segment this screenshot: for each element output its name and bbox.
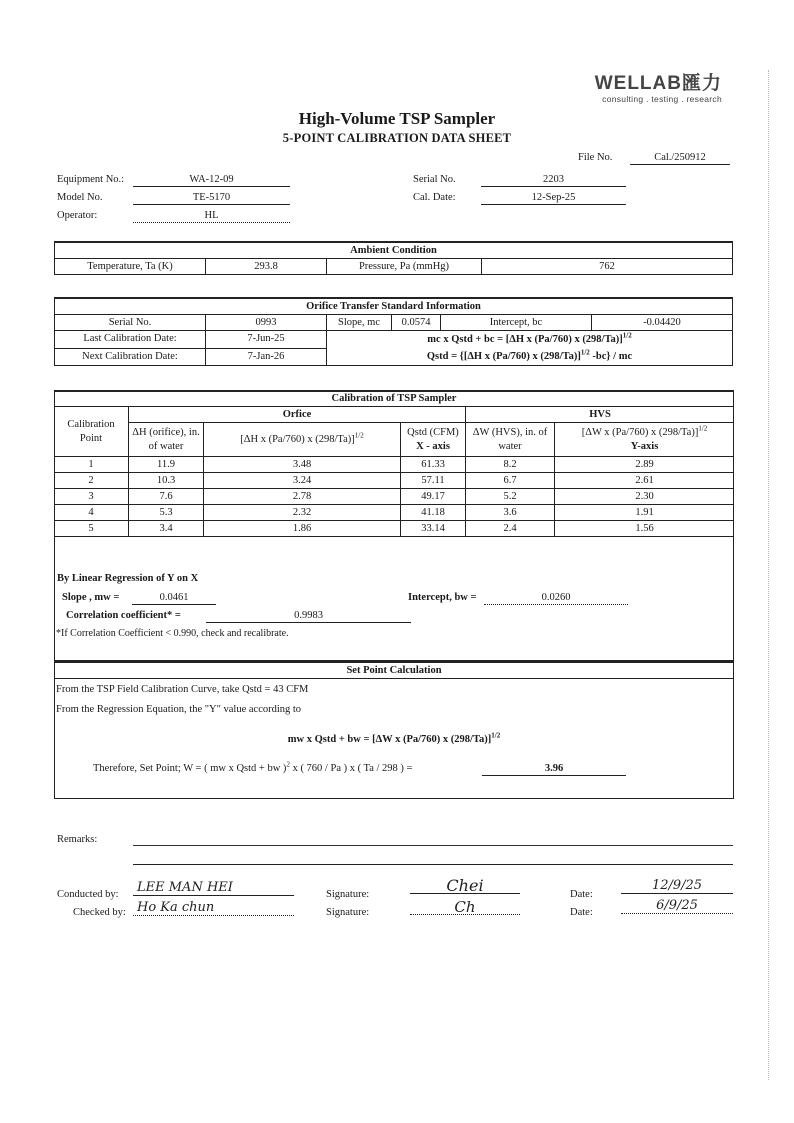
- orifice-info-table: [54, 297, 733, 366]
- serial-no-label: Serial No.: [413, 174, 456, 185]
- remarks-line-2[interactable]: [133, 864, 733, 865]
- cal-date-field[interactable]: 12-Sep-25: [481, 191, 626, 205]
- serial-no-field[interactable]: 2203: [481, 173, 626, 187]
- orifice-title: Orifice Transfer Standard Information: [55, 298, 733, 315]
- conducted-by-handwriting: LEE MAN HEI: [133, 880, 294, 896]
- conducted-by-label: Conducted by:: [57, 889, 119, 900]
- table-row: 5 3.4 1.86 33.14 2.4 1.56: [54, 521, 734, 537]
- last-cal-value: 7-Jun-25: [206, 331, 327, 349]
- regression-title: By Linear Regression of Y on X: [57, 573, 199, 584]
- file-no-field[interactable]: Cal./250912: [630, 151, 730, 165]
- signature-2: Ch: [410, 898, 520, 915]
- group-hvs: HVS: [466, 407, 735, 423]
- model-no-label: Model No.: [57, 192, 103, 203]
- checked-by-label: Checked by:: [73, 907, 126, 918]
- equipment-no-field[interactable]: WA-12-09: [133, 173, 290, 187]
- col-calibration-point: Calibration Point: [54, 407, 129, 457]
- col-delta-w-corrected: [ΔW x (Pa/760) x (298/Ta)]$^{1/2}$ Y-axis: [555, 423, 735, 457]
- set-point-therefore: Therefore, Set Point; W = ( mw x Qstd + bw )$^2$ x ( 760 / Pa ) x ( Ta / 298 ) =: [93, 760, 413, 774]
- slope-mc-label: Slope, mc: [327, 315, 392, 331]
- intercept-bc-value: -0.04420: [592, 315, 733, 331]
- remarks-label: Remarks:: [57, 834, 98, 845]
- equipment-no-label: Equipment No.:: [57, 174, 125, 185]
- set-point-title: Set Point Calculation: [54, 663, 734, 679]
- logo-tagline: consulting . testing . research: [602, 94, 722, 104]
- date-1: 12/9/25: [621, 878, 733, 894]
- slope-mw-value: 0.0461: [132, 591, 216, 605]
- pressure-value: 762: [482, 259, 733, 275]
- page-edge-line: [768, 70, 769, 1080]
- col-delta-h: ΔH (orifice), in. of water: [129, 423, 204, 457]
- orifice-serial-value: 0993: [206, 315, 327, 331]
- table-row: 2 10.3 3.24 57.11 6.7 2.61: [54, 473, 734, 489]
- set-point-line1: From the TSP Field Calibration Curve, take Qstd = 43 CFM: [56, 684, 309, 695]
- table-row: 1 11.9 3.48 61.33 8.2 2.89: [54, 457, 734, 473]
- page-title: High-Volume TSP Sampler: [298, 109, 496, 128]
- orifice-formulas: [327, 331, 733, 366]
- calibration-table: [54, 391, 734, 537]
- col-delta-w: ΔW (HVS), in. of water: [466, 423, 555, 457]
- model-no-field[interactable]: TE-5170: [133, 191, 290, 205]
- logo-name: WELLAB: [594, 73, 682, 94]
- set-point-formula: mw x Qstd + bw = [ΔW x (Pa/760) x (298/Ta)]$^{1/2}$: [287, 731, 501, 745]
- slope-mw-label: Slope , mw =: [62, 592, 120, 603]
- signature-label-1: Signature:: [326, 889, 370, 900]
- operator-field[interactable]: HL: [133, 209, 290, 223]
- col-delta-h-corrected: [ΔH x (Pa/760) x (298/Ta)]$^{1/2}$: [204, 423, 401, 457]
- correlation-label: Correlation coefficient* =: [66, 610, 181, 621]
- correlation-note: *If Correlation Coefficient < 0.990, check and recalibrate.: [56, 628, 289, 639]
- next-cal-label: Next Calibration Date:: [55, 348, 206, 366]
- set-point-value: 3.96: [482, 762, 626, 776]
- table-row: 3 7.6 2.78 49.17 5.2 2.30: [54, 489, 734, 505]
- formula-qstd: Qstd = {[ΔH x (Pa/760) x (298/Ta)]$^{1/2}$ -bc} / mc: [426, 348, 633, 362]
- file-no-label: File No.: [578, 152, 613, 163]
- remarks-line-1[interactable]: [133, 845, 733, 846]
- pressure-label: Pressure, Pa (mmHg): [327, 259, 482, 275]
- operator-label: Operator:: [57, 210, 98, 221]
- orifice-serial-label: Serial No.: [55, 315, 206, 331]
- intercept-bw-label: Intercept, bw =: [408, 592, 477, 603]
- checked-by-handwriting: Ho Ka chun: [133, 900, 294, 916]
- last-cal-label: Last Calibration Date:: [55, 331, 206, 349]
- correlation-value: 0.9983: [206, 609, 411, 623]
- col-qstd: Qstd (CFM) X - axis: [401, 423, 466, 457]
- set-point-line2: From the Regression Equation, the "Y" value according to: [56, 704, 302, 715]
- calibration-title: Calibration of TSP Sampler: [54, 391, 734, 407]
- temperature-value: 293.8: [206, 259, 327, 275]
- date-label-1: Date:: [570, 889, 593, 900]
- page-subtitle: 5-POINT CALIBRATION DATA SHEET: [282, 131, 512, 145]
- date-label-2: Date:: [570, 907, 593, 918]
- ambient-title: Ambient Condition: [55, 242, 733, 259]
- set-point-section: [54, 661, 734, 799]
- signature-1: Chei: [410, 876, 520, 894]
- temperature-label: Temperature, Ta (K): [55, 259, 206, 275]
- ambient-condition-table: [54, 241, 733, 275]
- signature-label-2: Signature:: [326, 907, 370, 918]
- group-orifice: Orfice: [129, 407, 466, 423]
- company-logo: [572, 74, 722, 104]
- intercept-bc-label: Intercept, bc: [441, 315, 592, 331]
- intercept-bw-value: 0.0260: [484, 591, 628, 605]
- date-2: 6/9/25: [621, 898, 733, 914]
- logo-chinese: 匯力: [681, 73, 722, 94]
- slope-mc-value: 0.0574: [392, 315, 441, 331]
- next-cal-value: 7-Jan-26: [206, 348, 327, 366]
- formula-mc: mc x Qstd + bc = [ΔH x (Pa/760) x (298/Ta)]$^{1/2}$: [427, 331, 632, 345]
- cal-date-label: Cal. Date:: [413, 192, 456, 203]
- table-row: 4 5.3 2.32 41.18 3.6 1.91: [54, 505, 734, 521]
